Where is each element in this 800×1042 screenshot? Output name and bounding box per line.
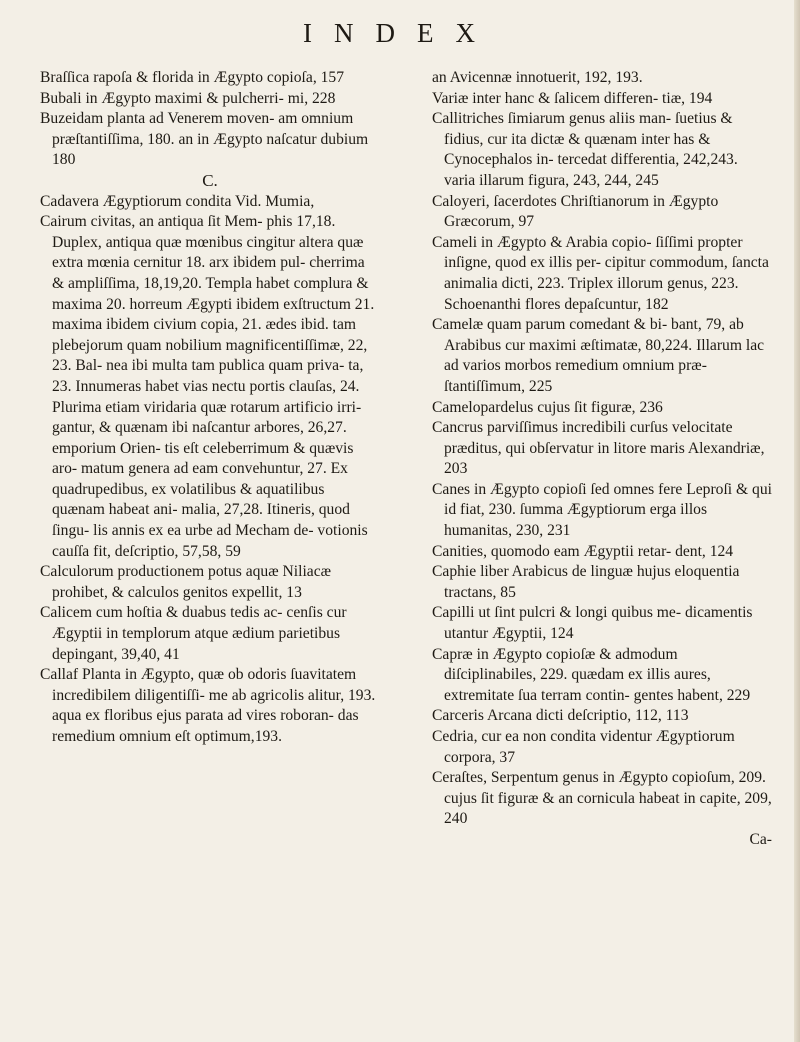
index-entry: Callitriches ſimiarum genus aliis man- ſuetius & fidius, cur ita dictæ & quænam inter has & Cynocephalos in- tercedat differentia, 242,243. varia illarum figura, 243, 244, 245 [432, 110, 738, 189]
page-header: INDEX [303, 18, 497, 48]
index-entry: Caphie liber Arabicus de linguæ hujus eloquentia tractans, 85 [432, 563, 740, 601]
index-entry: an Avicennæ innotuerit, 192, 193. [432, 69, 643, 86]
index-entry: Bubali in Ægypto maximi & pulcherri- mi, 228 [40, 89, 336, 107]
index-entry: Calculorum productionem potus aquæ Niliacæ prohibet, & calculos genitos expellit, 13 [40, 563, 332, 601]
index-entry: Canes in Ægypto copioſi ſed omnes fere Leproſi & qui id fiat, 230. ſumma Ægyptiorum erga illos humanitas, 230, 231 [432, 480, 772, 540]
index-entry: Buzeidam planta ad Venerem moven- am omnium præſtantiſſima, 180. an in Ægypto naſcatur dubium 180 [40, 110, 369, 169]
index-entry: Camelæ quam parum comedant & bi- bant, 79, ab Arabibus cur maximi æſtimatæ, 80,224. Illarum lac ad varios morbos remedium omnium præ- ſtantiſſimum, 225 [432, 316, 765, 395]
index-entry: Cameli in Ægypto & Arabia copio- ſiſſimi propter inſigne, quod ex illis per- cipitur commodum, ſancta animalia dicti, 223. Triplex illorum genus, 223. Schoenanthi flores depaſcuntur, 182 [432, 233, 769, 313]
index-entry: Caloyeri, ſacerdotes Chriſtianorum in Ægypto Græcorum, 97 [432, 192, 719, 231]
index-entry: Camelopardelus cujus ſit figuræ, 236 [432, 398, 663, 416]
index-entry: Cancrus parviſſimus incredibili curſus velocitate præditus, qui obſervatur in litore maris Alexandriæ, 203 [432, 419, 765, 478]
index-entry: Capilli ut ſint pulcri & longi quibus me- dicamentis utantur Ægyptii, 124 [432, 604, 753, 643]
index-entry: Carceris Arcana dicti deſcriptio, 112, 113 [432, 707, 689, 725]
page-edge-shadow [794, 0, 800, 1042]
index-entry: Callaf Planta in Ægypto, quæ ob odoris ſuavitatem incredibilem diligentiſſi- me ab agricolis alitur, 193. aqua ex floribus ejus parata ad vires roboran- das remedium omnium eſt optimum,193. [40, 666, 376, 745]
catchword: Ca- [749, 830, 772, 848]
index-entry: Cedria, cur ea non condita videntur Ægyptiorum corpora, 37 [432, 728, 735, 766]
index-entry: Capræ in Ægypto copioſæ & admodum diſciplinabiles, 229. quædam ex illis aures, extremitate ſua terram contin- gentes habent, 229 [432, 645, 751, 704]
index-column-right [432, 68, 772, 851]
index-entry: Ceraſtes, Serpentum genus in Ægypto copioſum, 209. cujus ſit figuræ & an cornicula habeat in capite, 209, 240 [432, 769, 772, 828]
index-entry: Variæ inter hanc & ſalicem differen- tiæ, 194 [432, 89, 713, 107]
section-letter: C. [202, 170, 218, 190]
index-entry: Cadavera Ægyptiorum condita Vid. Mumia, [40, 192, 315, 210]
index-entry: Calicem cum hoſtia & duabus tedis ac- cenſis cur Ægyptii in templorum atque ædium parietibus depingant, 39,40, 41 [40, 604, 347, 663]
index-entry: Cairum civitas, an antiqua ſit Mem- phis 17,18. Duplex, antiqua quæ mœnibus cingitur altera quæ extra mœnia cernitur 18. arx ibidem pul- cherrima & ampliſſima, 18,19,20. Templa habet complura & maxima 20. horreum Ægypti ibidem exſtructum 21. maxima ibidem civium copia, 21. ædes ibid. tam plebejorum quam nobilium magnificentiſſimæ, 22, 23. Bal- nea ibi multa tam publica quam priva- ta, 23. Innumeras habet vias nectu portis clauſas, 24. Plurima etiam viridaria quæ rotarum artificio irri- gantur, & quænam ibi naſcantur arbores, 26,27. emporium Orien- tis eſt celeberrimum & quævis aro- matum genera ad eam convehuntur, 27. Ex quadrupedibus, ex volatilibus & aquatilibus quænam habeat ani- malia, 27,28. Itineris, quod ſingu- lis annis ex ea urbe ad Mecham de- votionis cauſſa fit, deſcriptio, 57,58, 59 [40, 213, 375, 560]
index-column-left [40, 68, 380, 748]
index-entry: Braſſica rapoſa & florida in Ægypto copioſa, 157 [40, 69, 345, 86]
index-entry: Canities, quomodo eam Ægyptii retar- dent, 124 [432, 542, 734, 560]
